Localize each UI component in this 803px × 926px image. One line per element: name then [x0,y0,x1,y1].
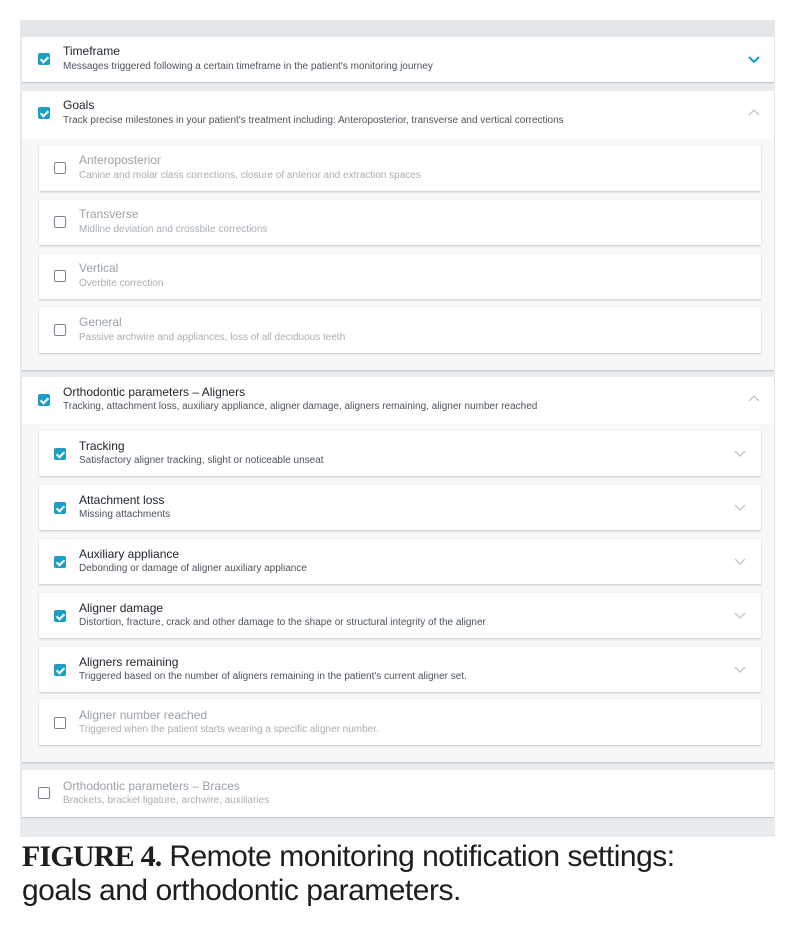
goal-item-description: Canine and molar class corrections, closure of anterior and extraction spaces [79,170,421,181]
aligner-item-title: Aligner number reached [79,708,208,722]
aligner-item-aligner-number-reached[interactable] [39,700,761,745]
aligner-item-description: Satisfactory aligner tracking, slight or noticeable unseat [79,455,324,466]
aligner-item-aligner-damage[interactable] [39,593,761,638]
goal-item-checkbox[interactable] [54,216,66,228]
timeframe-card[interactable] [22,37,774,82]
aligners-checkbox[interactable] [38,394,50,406]
aligner-item-description: Debonding or damage of aligner auxiliary appliance [79,563,307,574]
goal-item-description: Passive archwire and appliances, loss of all deciduous teeth [79,332,346,343]
chevron-down-icon[interactable] [733,611,747,621]
goal-item-checkbox[interactable] [54,324,66,336]
chevron-up-icon[interactable] [747,107,761,117]
goals-checkbox[interactable] [38,107,50,119]
aligner-item-description: Triggered based on the number of aligners remaining in the patient's current aligner set. [79,671,467,682]
aligner-item-description: Distortion, fracture, crack and other damage to the shape or structural integrity of the aligner [79,617,486,628]
goal-item-title: Anteroposterior [79,153,162,167]
chevron-down-icon[interactable] [733,665,747,675]
aligner-item-description: Triggered when the patient starts wearing a specific aligner number. [79,724,379,735]
aligners-header[interactable] [22,377,774,424]
aligner-item-title: Attachment loss [79,493,165,507]
goal-item-checkbox[interactable] [54,270,66,282]
goal-item-anteroposterior[interactable] [39,146,761,191]
braces-title: Orthodontic parameters – Braces [63,779,240,793]
aligner-item-checkbox[interactable] [54,664,66,676]
goals-description: Track precise milestones in your patient's treatment including: Anteroposterior, transverse and vertical corrections [63,115,564,126]
aligner-item-checkbox[interactable] [54,556,66,568]
figure-caption [22,840,675,908]
caption-line1: Remote monitoring notification settings: [161,840,675,873]
chevron-down-icon[interactable] [747,55,761,65]
aligner-item-title: Aligners remaining [79,655,179,669]
aligner-item-checkbox[interactable] [54,717,66,729]
chevron-down-icon[interactable] [733,557,747,567]
notification-settings-panel [20,20,775,837]
caption-line2: goals and orthodontic parameters. [22,874,461,907]
aligner-item-checkbox[interactable] [54,502,66,514]
goal-item-description: Overbite correction [79,278,164,289]
goal-item-checkbox[interactable] [54,162,66,174]
goal-item-vertical[interactable] [39,254,761,299]
aligners-card [22,377,774,762]
aligner-item-title: Auxiliary appliance [79,547,180,561]
timeframe-description: Messages triggered following a certain timeframe in the patient's monitoring journey [63,61,433,72]
chevron-up-icon[interactable] [747,393,761,403]
chevron-down-icon[interactable] [733,449,747,459]
goal-item-general[interactable] [39,308,761,353]
aligners-title: Orthodontic parameters – Aligners [63,385,246,399]
braces-card[interactable] [22,770,774,817]
aligners-description: Tracking, attachment loss, auxiliary appliance, aligner damage, aligners remaining, aligner number reached [63,401,538,412]
goal-item-description: Midline deviation and crossbite corrections [79,224,268,235]
aligner-item-aligners-remaining[interactable] [39,647,761,692]
timeframe-title: Timeframe [63,44,120,58]
chevron-down-icon[interactable] [733,503,747,513]
aligner-item-auxiliary-appliance[interactable] [39,539,761,584]
braces-description: Brackets, bracket ligature, archwire, auxiliaries [63,795,270,806]
aligner-item-attachment-loss[interactable] [39,485,761,530]
aligner-item-checkbox[interactable] [54,610,66,622]
goals-header[interactable] [22,91,774,139]
goal-item-transverse[interactable] [39,200,761,245]
aligner-item-description: Missing attachments [79,509,171,520]
goal-item-title: General [79,315,122,329]
goals-title: Goals [63,98,95,112]
aligner-item-title: Aligner damage [79,601,164,615]
timeframe-checkbox[interactable] [38,53,50,65]
goal-item-title: Transverse [79,207,139,221]
aligner-item-title: Tracking [79,439,125,453]
braces-checkbox[interactable] [38,787,50,799]
aligner-item-tracking[interactable] [39,431,761,476]
goals-card [22,91,774,370]
panel-top-bar [20,20,775,37]
aligner-item-checkbox[interactable] [54,448,66,460]
figure-label: FIGURE 4. [22,840,162,873]
goal-item-title: Vertical [79,261,119,275]
